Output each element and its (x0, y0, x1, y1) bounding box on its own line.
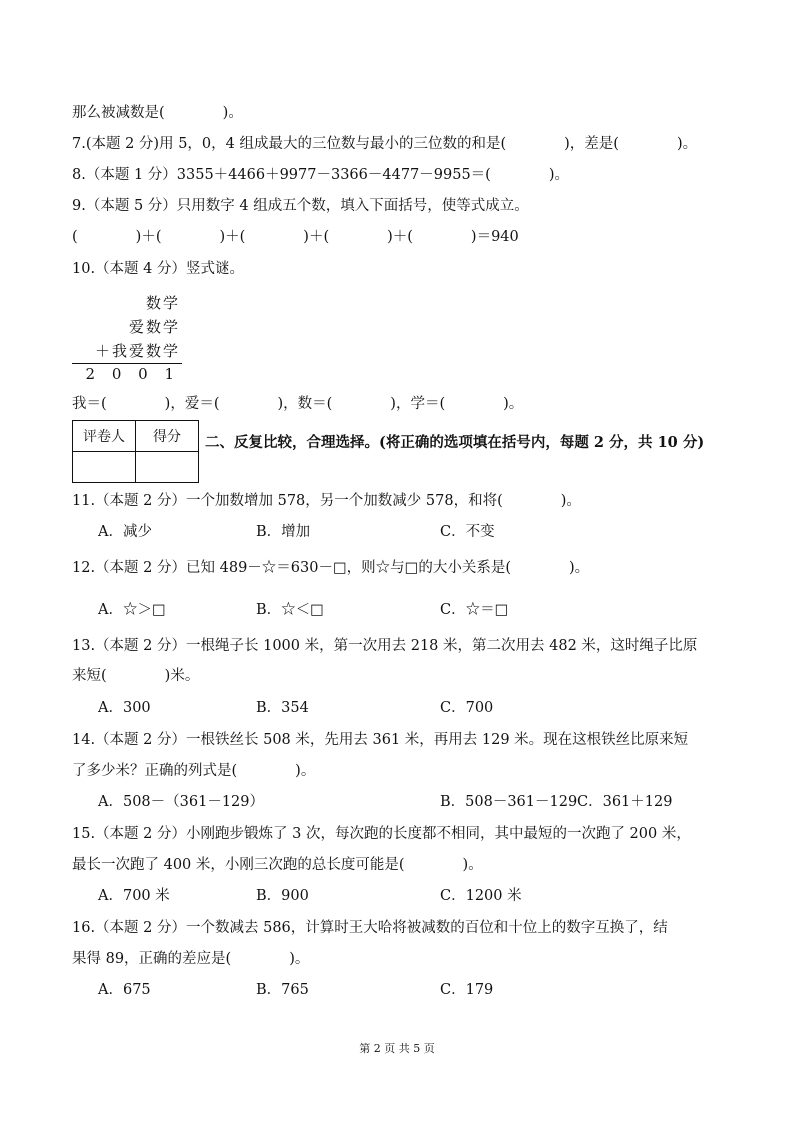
q13-option-b: B．354 (256, 700, 309, 716)
question-16-cont: 果得 89，正确的差应是( )。 (72, 951, 310, 967)
q11-option-c: C．不变 (440, 524, 495, 540)
puzzle-row-2: 爱数学 (128, 318, 180, 336)
question-15: 15.（本题 2 分）小刚跑步锻炼了 3 次，每次跑的长度都不相同，其中最短的一次跑了 200 米， (72, 826, 691, 842)
q16-option-b: B．765 (256, 982, 309, 998)
question-13: 13.（本题 2 分）一根绳子长 1000 米，第一次用去 218 米，第二次用去 482 米，这时绳子比原 (72, 638, 698, 654)
q6-continuation: 那么被减数是( )。 (72, 105, 243, 121)
score-box-score-label: 得分 (136, 421, 199, 452)
score-box-score-cell[interactable] (136, 452, 199, 483)
q12-option-c: C．☆＝□ (440, 602, 509, 618)
question-9: 9.（本题 5 分）只用数字 4 组成五个数，填入下面括号，使等式成立。 (72, 198, 529, 214)
q15-option-b: B．900 (256, 888, 309, 904)
q14-option-b: B．508－361－129 (440, 794, 578, 810)
question-9-equation: ( )＋( )＋( )＋( )＋( )＝940 (72, 229, 519, 245)
page-footer: 第 2 页 共 5 页 (359, 1042, 435, 1055)
q14-option-c: C．361＋129 (577, 794, 673, 810)
question-10-answers: 我＝( )，爱＝( )，数＝( )，学＝( )。 (72, 396, 524, 412)
q12-option-b: B．☆＜□ (256, 602, 324, 618)
q15-option-a: A．700 米 (98, 888, 170, 904)
question-8: 8.（本题 1 分）3355＋4466＋9977－3366－4477－9955＝( )。 (72, 167, 569, 183)
q15-option-c: C．1200 米 (440, 888, 522, 904)
puzzle-sum-line (72, 363, 182, 364)
question-11: 11.（本题 2 分）一个加数增加 578，另一个加数减少 578，和将( )。 (72, 493, 581, 509)
q12-option-a: A．☆＞□ (98, 602, 166, 618)
puzzle-result: 2 0 0 1 (85, 365, 180, 383)
puzzle-row-3: ＋我爱数学 (94, 342, 180, 360)
question-12: 12.（本题 2 分）已知 489－☆＝630－□，则☆与□的大小关系是( )。 (72, 560, 590, 576)
question-14: 14.（本题 2 分）一根铁丝长 508 米，先用去 361 米，再用去 129 米。现在这根铁丝比原来短 (72, 732, 689, 748)
question-16: 16.（本题 2 分）一个数减去 586，计算时王大哈将被减数的百位和十位上的数字互换了，结 (72, 920, 668, 936)
score-box-grader-label: 评卷人 (73, 421, 136, 452)
score-box-grader-cell[interactable] (73, 452, 136, 483)
score-box (72, 420, 199, 483)
q16-option-a: A．675 (98, 982, 151, 998)
question-10: 10.（本题 4 分）竖式谜。 (72, 261, 245, 277)
q13-option-c: C．700 (440, 700, 494, 716)
q11-option-b: B．增加 (256, 524, 311, 540)
q16-option-c: C．179 (440, 982, 494, 998)
question-14-cont: 了多少米？正确的列式是( )。 (72, 763, 316, 779)
q14-option-a: A．508－（361－129） (98, 794, 264, 810)
q13-option-a: A．300 (98, 700, 151, 716)
question-7: 7.(本题 2 分)用 5，0，4 组成最大的三位数与最小的三位数的和是( )，差是( )。 (72, 136, 698, 152)
question-13-cont: 来短( )米。 (72, 668, 200, 684)
puzzle-row-1: 数学 (145, 294, 180, 312)
q11-option-a: A．减少 (98, 524, 152, 540)
question-15-cont: 最长一次跑了 400 米，小刚三次跑的总长度可能是( )。 (72, 857, 483, 873)
section-2-heading: 二、反复比较，合理选择。(将正确的选项填在括号内，每题 2 分，共 10 分) (205, 434, 705, 451)
